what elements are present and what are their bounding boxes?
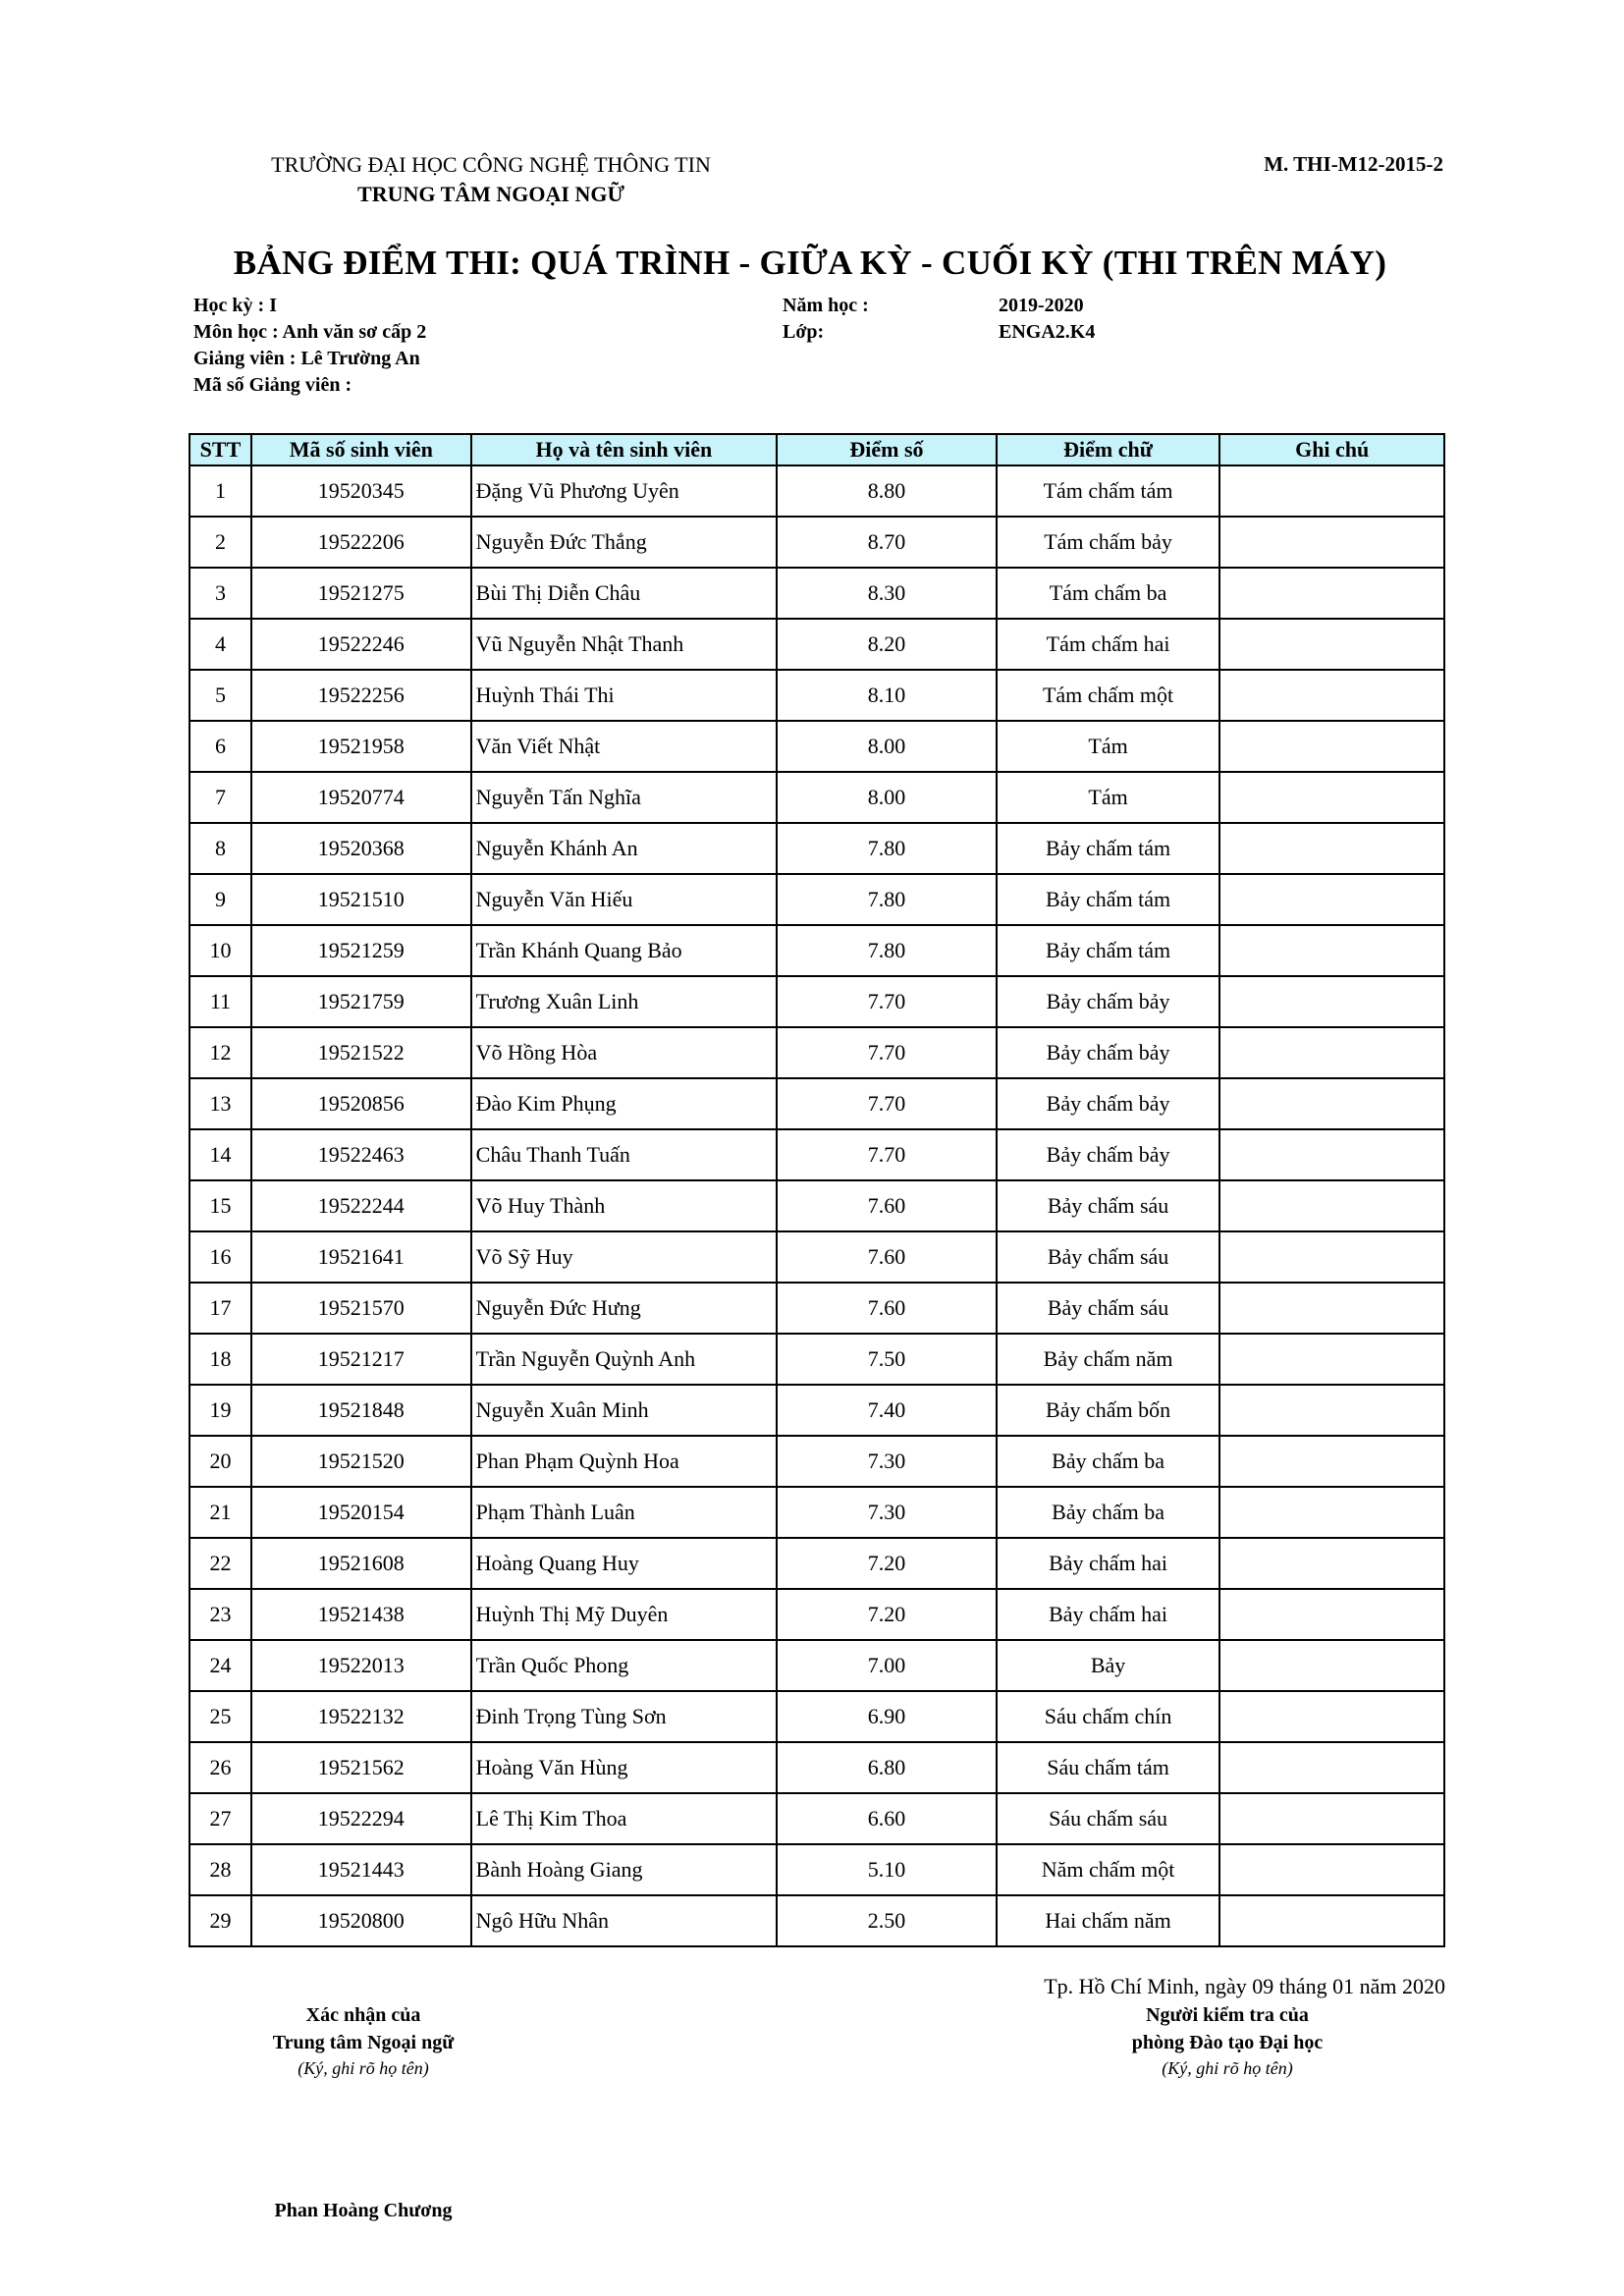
year-value: 2019-2020 (999, 295, 1084, 316)
form-code: M. THI-M12-2015-2 (1264, 152, 1443, 176)
note-cell (1219, 1793, 1444, 1844)
col-header-score: Điểm số (777, 434, 997, 465)
student-name-cell: Trương Xuân Linh (471, 976, 777, 1027)
score-cell: 8.20 (777, 619, 997, 670)
score-cell: 7.30 (777, 1436, 997, 1487)
note-cell (1219, 1742, 1444, 1793)
col-header-score-words: Điểm chữ (997, 434, 1220, 465)
table-row (189, 619, 1444, 670)
student-name-cell: Châu Thanh Tuấn (471, 1129, 777, 1180)
student-id-cell: 19522294 (251, 1793, 471, 1844)
score-words-cell: Tám chấm ba (997, 568, 1220, 619)
score-cell: 8.80 (777, 465, 997, 517)
table-row (189, 1793, 1444, 1844)
student-name-cell: Bùi Thị Diễn Châu (471, 568, 777, 619)
score-cell: 6.60 (777, 1793, 997, 1844)
score-cell: 7.80 (777, 925, 997, 976)
table-row (189, 1640, 1444, 1691)
score-words-cell: Bảy chấm tám (997, 874, 1220, 925)
right-sign-title-1: Người kiểm tra của (1146, 2004, 1309, 2026)
stt-cell: 13 (189, 1078, 251, 1129)
note-cell (1219, 976, 1444, 1027)
table-row (189, 1895, 1444, 1946)
stt-cell: 29 (189, 1895, 251, 1946)
table-row (189, 1180, 1444, 1231)
note-cell (1219, 1538, 1444, 1589)
student-id-cell: 19521848 (251, 1385, 471, 1436)
note-cell (1219, 1231, 1444, 1283)
score-words-cell: Tám chấm bảy (997, 517, 1220, 568)
student-id-cell: 19521438 (251, 1589, 471, 1640)
score-words-cell: Sáu chấm sáu (997, 1793, 1220, 1844)
note-cell (1219, 1436, 1444, 1487)
student-id-cell: 19521570 (251, 1283, 471, 1334)
note-cell (1219, 1334, 1444, 1385)
student-name-cell: Văn Viết Nhật (471, 721, 777, 772)
stt-cell: 6 (189, 721, 251, 772)
col-header-student-id: Mã số sinh viên (251, 434, 471, 465)
stt-cell: 26 (189, 1742, 251, 1793)
col-header-stt: STT (189, 434, 251, 465)
note-cell (1219, 1180, 1444, 1231)
score-words-cell: Sáu chấm chín (997, 1691, 1220, 1742)
table-header-row (189, 434, 1444, 465)
score-words-cell: Bảy chấm năm (997, 1334, 1220, 1385)
student-name-cell: Võ Hồng Hòa (471, 1027, 777, 1078)
score-cell: 5.10 (777, 1844, 997, 1895)
col-header-note: Ghi chú (1219, 434, 1444, 465)
right-sign-title-2: phòng Đào tạo Đại học (1131, 2032, 1324, 2053)
score-cell: 7.30 (777, 1487, 997, 1538)
stt-cell: 5 (189, 670, 251, 721)
table-row (189, 925, 1444, 976)
table-row (189, 721, 1444, 772)
note-cell (1219, 568, 1444, 619)
student-id-cell: 19520800 (251, 1895, 471, 1946)
stt-cell: 12 (189, 1027, 251, 1078)
note-cell (1219, 1078, 1444, 1129)
note-cell (1219, 619, 1444, 670)
stt-cell: 20 (189, 1436, 251, 1487)
student-name-cell: Vũ Nguyễn Nhật Thanh (471, 619, 777, 670)
score-words-cell: Tám chấm một (997, 670, 1220, 721)
note-cell (1219, 1129, 1444, 1180)
subject-info: Môn học : Anh văn sơ cấp 2 (193, 321, 427, 343)
note-cell (1219, 517, 1444, 568)
table-row (189, 1844, 1444, 1895)
score-words-cell: Bảy chấm hai (997, 1538, 1220, 1589)
score-cell: 8.00 (777, 772, 997, 823)
student-name-cell: Ngô Hữu Nhân (471, 1895, 777, 1946)
class-value: ENGA2.K4 (999, 321, 1096, 343)
student-id-cell: 19522256 (251, 670, 471, 721)
score-words-cell: Bảy (997, 1640, 1220, 1691)
stt-cell: 9 (189, 874, 251, 925)
stt-cell: 16 (189, 1231, 251, 1283)
student-name-cell: Trần Quốc Phong (471, 1640, 777, 1691)
note-cell (1219, 1589, 1444, 1640)
student-name-cell: Võ Huy Thành (471, 1180, 777, 1231)
score-cell: 7.70 (777, 1078, 997, 1129)
score-cell: 7.80 (777, 874, 997, 925)
stt-cell: 11 (189, 976, 251, 1027)
stt-cell: 4 (189, 619, 251, 670)
student-id-cell: 19521275 (251, 568, 471, 619)
score-cell: 8.30 (777, 568, 997, 619)
note-cell (1219, 1895, 1444, 1946)
score-words-cell: Năm chấm một (997, 1844, 1220, 1895)
score-cell: 6.90 (777, 1691, 997, 1742)
left-sign-title-1: Xác nhận của (305, 2004, 421, 2026)
student-name-cell: Trần Nguyễn Quỳnh Anh (471, 1334, 777, 1385)
score-words-cell: Bảy chấm ba (997, 1436, 1220, 1487)
student-id-cell: 19522246 (251, 619, 471, 670)
score-cell: 2.50 (777, 1895, 997, 1946)
student-name-cell: Võ Sỹ Huy (471, 1231, 777, 1283)
table-row (189, 1129, 1444, 1180)
score-words-cell: Bảy chấm sáu (997, 1231, 1220, 1283)
student-id-cell: 19521759 (251, 976, 471, 1027)
stt-cell: 1 (189, 465, 251, 517)
col-header-student-name: Họ và tên sinh viên (471, 434, 777, 465)
stt-cell: 28 (189, 1844, 251, 1895)
student-name-cell: Nguyễn Văn Hiếu (471, 874, 777, 925)
table-row (189, 1742, 1444, 1793)
table-row (189, 1027, 1444, 1078)
score-words-cell: Hai chấm năm (997, 1895, 1220, 1946)
student-name-cell: Đặng Vũ Phương Uyên (471, 465, 777, 517)
stt-cell: 27 (189, 1793, 251, 1844)
table-row (189, 1078, 1444, 1129)
student-name-cell: Phan Phạm Quỳnh Hoa (471, 1436, 777, 1487)
stt-cell: 7 (189, 772, 251, 823)
student-id-cell: 19521520 (251, 1436, 471, 1487)
note-cell (1219, 721, 1444, 772)
student-name-cell: Hoàng Quang Huy (471, 1538, 777, 1589)
note-cell (1219, 1640, 1444, 1691)
stt-cell: 18 (189, 1334, 251, 1385)
score-words-cell: Bảy chấm bảy (997, 1027, 1220, 1078)
table-row (189, 465, 1444, 517)
score-cell: 7.20 (777, 1589, 997, 1640)
score-cell: 7.70 (777, 1129, 997, 1180)
table-row (189, 1538, 1444, 1589)
left-sign-note: (Ký, ghi rõ họ tên) (298, 2058, 429, 2078)
stt-cell: 2 (189, 517, 251, 568)
score-words-cell: Bảy chấm tám (997, 925, 1220, 976)
student-name-cell: Trần Khánh Quang Bảo (471, 925, 777, 976)
stt-cell: 25 (189, 1691, 251, 1742)
student-id-cell: 19522244 (251, 1180, 471, 1231)
student-name-cell: Huỳnh Thị Mỹ Duyên (471, 1589, 777, 1640)
table-row (189, 517, 1444, 568)
score-words-cell: Tám chấm hai (997, 619, 1220, 670)
stt-cell: 19 (189, 1385, 251, 1436)
student-name-cell: Nguyễn Xuân Minh (471, 1385, 777, 1436)
note-cell (1219, 1487, 1444, 1538)
table-row (189, 1487, 1444, 1538)
student-id-cell: 19521522 (251, 1027, 471, 1078)
student-id-cell: 19521259 (251, 925, 471, 976)
date-line: Tp. Hồ Chí Minh, ngày 09 tháng 01 năm 2020 (1044, 1974, 1445, 1998)
note-cell (1219, 1691, 1444, 1742)
table-row (189, 1231, 1444, 1283)
student-name-cell: Nguyễn Đức Thắng (471, 517, 777, 568)
score-words-cell: Tám (997, 721, 1220, 772)
score-cell: 7.00 (777, 1640, 997, 1691)
left-signer-name: Phan Hoàng Chương (274, 2200, 453, 2221)
score-words-cell: Bảy chấm sáu (997, 1180, 1220, 1231)
student-id-cell: 19521608 (251, 1538, 471, 1589)
left-sign-title-2: Trung tâm Ngoại ngữ (272, 2032, 455, 2053)
note-cell (1219, 465, 1444, 517)
score-words-cell: Bảy chấm sáu (997, 1283, 1220, 1334)
student-name-cell: Lê Thị Kim Thoa (471, 1793, 777, 1844)
table-row (189, 772, 1444, 823)
note-cell (1219, 874, 1444, 925)
score-cell: 7.60 (777, 1283, 997, 1334)
student-id-cell: 19521958 (251, 721, 471, 772)
score-cell: 8.70 (777, 517, 997, 568)
stt-cell: 3 (189, 568, 251, 619)
student-id-cell: 19522463 (251, 1129, 471, 1180)
score-words-cell: Bảy chấm hai (997, 1589, 1220, 1640)
student-id-cell: 19522206 (251, 517, 471, 568)
lecturer-info: Giảng viên : Lê Trường An (193, 348, 420, 369)
table-row (189, 874, 1444, 925)
note-cell (1219, 1844, 1444, 1895)
student-id-cell: 19521217 (251, 1334, 471, 1385)
note-cell (1219, 823, 1444, 874)
student-name-cell: Đào Kim Phụng (471, 1078, 777, 1129)
student-id-cell: 19521510 (251, 874, 471, 925)
student-id-cell: 19520856 (251, 1078, 471, 1129)
stt-cell: 8 (189, 823, 251, 874)
center-name: TRUNG TÂM NGOẠI NGỮ (357, 182, 624, 206)
score-cell: 7.20 (777, 1538, 997, 1589)
table-row (189, 1385, 1444, 1436)
score-cell: 6.80 (777, 1742, 997, 1793)
student-id-cell: 19520154 (251, 1487, 471, 1538)
student-id-cell: 19522132 (251, 1691, 471, 1742)
student-name-cell: Nguyễn Khánh An (471, 823, 777, 874)
stt-cell: 14 (189, 1129, 251, 1180)
stt-cell: 17 (189, 1283, 251, 1334)
score-cell: 7.40 (777, 1385, 997, 1436)
student-id-cell: 19520774 (251, 772, 471, 823)
document-title: BẢNG ĐIỂM THI: QUÁ TRÌNH - GIỮA KỲ - CUỐI KỲ (THI TRÊN MÁY) (233, 244, 1387, 282)
note-cell (1219, 1027, 1444, 1078)
score-table (189, 433, 1445, 1947)
note-cell (1219, 925, 1444, 976)
student-name-cell: Bành Hoàng Giang (471, 1844, 777, 1895)
stt-cell: 10 (189, 925, 251, 976)
table-row (189, 1283, 1444, 1334)
note-cell (1219, 670, 1444, 721)
table-row (189, 976, 1444, 1027)
right-sign-note: (Ký, ghi rõ họ tên) (1162, 2058, 1293, 2078)
student-name-cell: Nguyễn Tấn Nghĩa (471, 772, 777, 823)
lecturer-id-info: Mã số Giảng viên : (193, 374, 352, 396)
stt-cell: 22 (189, 1538, 251, 1589)
score-cell: 7.80 (777, 823, 997, 874)
score-words-cell: Tám chấm tám (997, 465, 1220, 517)
score-cell: 7.60 (777, 1231, 997, 1283)
table-row (189, 670, 1444, 721)
note-cell (1219, 1385, 1444, 1436)
year-label: Năm học : (783, 295, 869, 316)
score-words-cell: Sáu chấm tám (997, 1742, 1220, 1793)
table-row (189, 1589, 1444, 1640)
student-id-cell: 19522013 (251, 1640, 471, 1691)
score-words-cell: Bảy chấm tám (997, 823, 1220, 874)
table-row (189, 1334, 1444, 1385)
stt-cell: 15 (189, 1180, 251, 1231)
score-cell: 7.70 (777, 1027, 997, 1078)
score-words-cell: Bảy chấm bảy (997, 1078, 1220, 1129)
student-id-cell: 19521443 (251, 1844, 471, 1895)
table-row (189, 1436, 1444, 1487)
score-cell: 8.10 (777, 670, 997, 721)
class-label: Lớp: (783, 321, 825, 343)
table-row (189, 823, 1444, 874)
score-cell: 7.50 (777, 1334, 997, 1385)
stt-cell: 21 (189, 1487, 251, 1538)
student-name-cell: Huỳnh Thái Thi (471, 670, 777, 721)
score-cell: 7.60 (777, 1180, 997, 1231)
student-id-cell: 19520345 (251, 465, 471, 517)
score-cell: 8.00 (777, 721, 997, 772)
note-cell (1219, 1283, 1444, 1334)
university-name: TRƯỜNG ĐẠI HỌC CÔNG NGHỆ THÔNG TIN (271, 152, 711, 177)
score-words-cell: Bảy chấm ba (997, 1487, 1220, 1538)
semester-info: Học kỳ : I (193, 295, 277, 316)
student-name-cell: Đinh Trọng Tùng Sơn (471, 1691, 777, 1742)
score-words-cell: Bảy chấm bốn (997, 1385, 1220, 1436)
student-name-cell: Nguyễn Đức Hưng (471, 1283, 777, 1334)
score-words-cell: Tám (997, 772, 1220, 823)
score-words-cell: Bảy chấm bảy (997, 976, 1220, 1027)
score-cell: 7.70 (777, 976, 997, 1027)
note-cell (1219, 772, 1444, 823)
student-name-cell: Phạm Thành Luân (471, 1487, 777, 1538)
student-id-cell: 19521562 (251, 1742, 471, 1793)
stt-cell: 24 (189, 1640, 251, 1691)
student-id-cell: 19521641 (251, 1231, 471, 1283)
score-words-cell: Bảy chấm bảy (997, 1129, 1220, 1180)
stt-cell: 23 (189, 1589, 251, 1640)
student-name-cell: Hoàng Văn Hùng (471, 1742, 777, 1793)
table-row (189, 568, 1444, 619)
table-row (189, 1691, 1444, 1742)
student-id-cell: 19520368 (251, 823, 471, 874)
